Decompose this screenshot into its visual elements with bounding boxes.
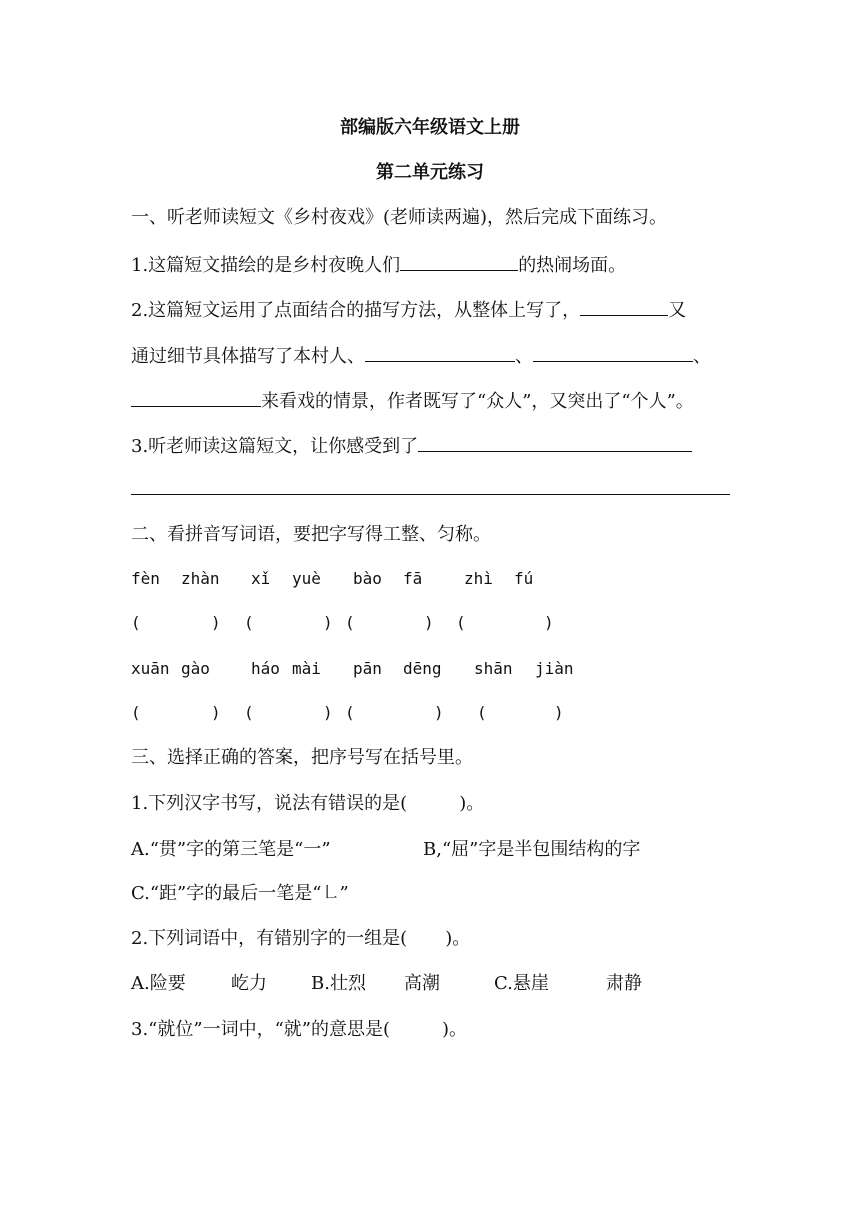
s3q2-option-c-word2: 肃静 [606,973,642,994]
s3q3-stem-close: )。 [442,1019,468,1040]
pinyin-jian: jiàn [535,659,574,678]
section3-heading: 三、选择正确的答案，把序号写在括号里。 [131,747,473,768]
q2-sep2: 、 [693,346,711,367]
answer-paren-close-3[interactable]: ) [424,613,434,632]
section1-q2-line1 [131,297,686,323]
page-title: 部编版六年级语文上册 [340,117,520,138]
s3q2-option-b-word1: B.壮烈 [311,973,366,994]
section2-heading: 二、看拼音写词语，要把字写得工整、匀称。 [131,524,491,545]
pinyin-deng: dēng [403,659,442,678]
q2-line3-text: 来看戏的情景，作者既写了“众人”，又突出了“个人”。 [261,391,694,412]
answer-paren-open-6[interactable]: ( [244,703,254,722]
q1-text-after: 的热闹场面。 [518,255,627,276]
pinyin-mai: mài [292,659,321,678]
section1-q1 [131,252,626,278]
pinyin-zhi: zhì [464,569,493,588]
answer-paren-close-2[interactable]: ) [323,613,333,632]
pinyin-yue: yuè [292,569,321,588]
pinyin-zhan: zhàn [181,569,220,588]
s3q1-option-c: C.“距”字的最后一笔是“㇗” [131,883,349,904]
pinyin-hao: háo [251,659,280,678]
answer-paren-open-8[interactable]: ( [477,703,487,722]
pinyin-gao: gào [181,659,210,678]
section3-q1-stem [131,792,484,816]
s3q2-option-b-word2: 高潮 [404,973,440,994]
q3-answer-blank[interactable] [418,433,692,452]
section3-q1-options-ab [131,838,641,862]
pinyin-fa: fā [403,569,423,588]
q2-blank-second[interactable] [533,343,693,362]
s3q1-option-b: B,“屈”字是半包围结构的字 [423,839,641,860]
s3q3-stem-text: 3.“就位”一词中，“就”的意思是( [131,1019,391,1040]
answer-paren-open-3[interactable]: ( [345,613,355,632]
s3q2-option-c-word1: C.悬崖 [494,973,549,994]
pinyin-fu: fú [514,569,534,588]
s3q2-stem-text: 2.下列词语中，有错别字的一组是( [131,928,408,949]
section1-q2-line2 [131,343,711,369]
answer-paren-close-6[interactable]: ) [323,703,333,722]
pinyin-pan: pān [353,659,382,678]
s3q1-option-a: A.“贯”字的第三笔是“一” [131,839,331,860]
section1-q3 [131,433,692,459]
s3q2-option-a-word2: 屹力 [231,973,267,994]
q2-blank-third[interactable] [131,388,261,407]
answer-paren-open-7[interactable]: ( [345,703,355,722]
answer-paren-close-8[interactable]: ) [554,703,564,722]
section3-q2-options [131,972,730,996]
answer-paren-close-4[interactable]: ) [544,613,554,632]
pinyin-bao: bào [353,569,382,588]
pinyin-xuan: xuān [131,659,170,678]
answer-paren-close-5[interactable]: ) [211,703,221,722]
pinyin-fen: fèn [131,569,160,588]
q3-text: 3.听老师读这篇短文，让你感受到了 [131,436,419,457]
answer-paren-open-2[interactable]: ( [244,613,254,632]
q1-answer-blank[interactable] [400,252,518,271]
q1-text-before: 1.这篇短文描绘的是乡村夜晚人们 [131,255,401,276]
q2-sep1: 、 [515,346,533,367]
q3-answer-line-2[interactable] [131,494,730,495]
pinyin-shan: shān [474,659,513,678]
q2-text-before: 2.这篇短文运用了点面结合的描写方法，从整体上写了， [131,300,581,321]
answer-paren-open-4[interactable]: ( [456,613,466,632]
section1-heading: 一、听老师读短文《乡村夜戏》(老师读两遍)，然后完成下面练习。 [131,207,668,228]
q2-blank-overall[interactable] [580,297,668,316]
s3q1-stem-text: 1.下列汉字书写，说法有错误的是( [131,793,408,814]
s3q2-stem-close: )。 [445,928,471,949]
s3q1-stem-close: )。 [459,793,485,814]
q2-text-you: 又 [668,300,687,321]
answer-paren-close-7[interactable]: ) [434,703,444,722]
q2-line2-text: 通过细节具体描写了本村人、 [131,346,365,367]
section3-q2-stem [131,927,470,951]
pinyin-xi: xǐ [251,569,271,588]
answer-paren-open-5[interactable]: ( [131,703,141,722]
answer-paren-close-1[interactable]: ) [211,613,221,632]
q2-blank-villagers[interactable] [365,343,515,362]
page-subtitle: 第二单元练习 [376,162,484,183]
answer-paren-open-1[interactable]: ( [131,613,141,632]
section1-q2-line3 [131,388,694,414]
s3q2-option-a-word1: A.险要 [131,973,186,994]
section3-q3-stem [131,1018,467,1042]
